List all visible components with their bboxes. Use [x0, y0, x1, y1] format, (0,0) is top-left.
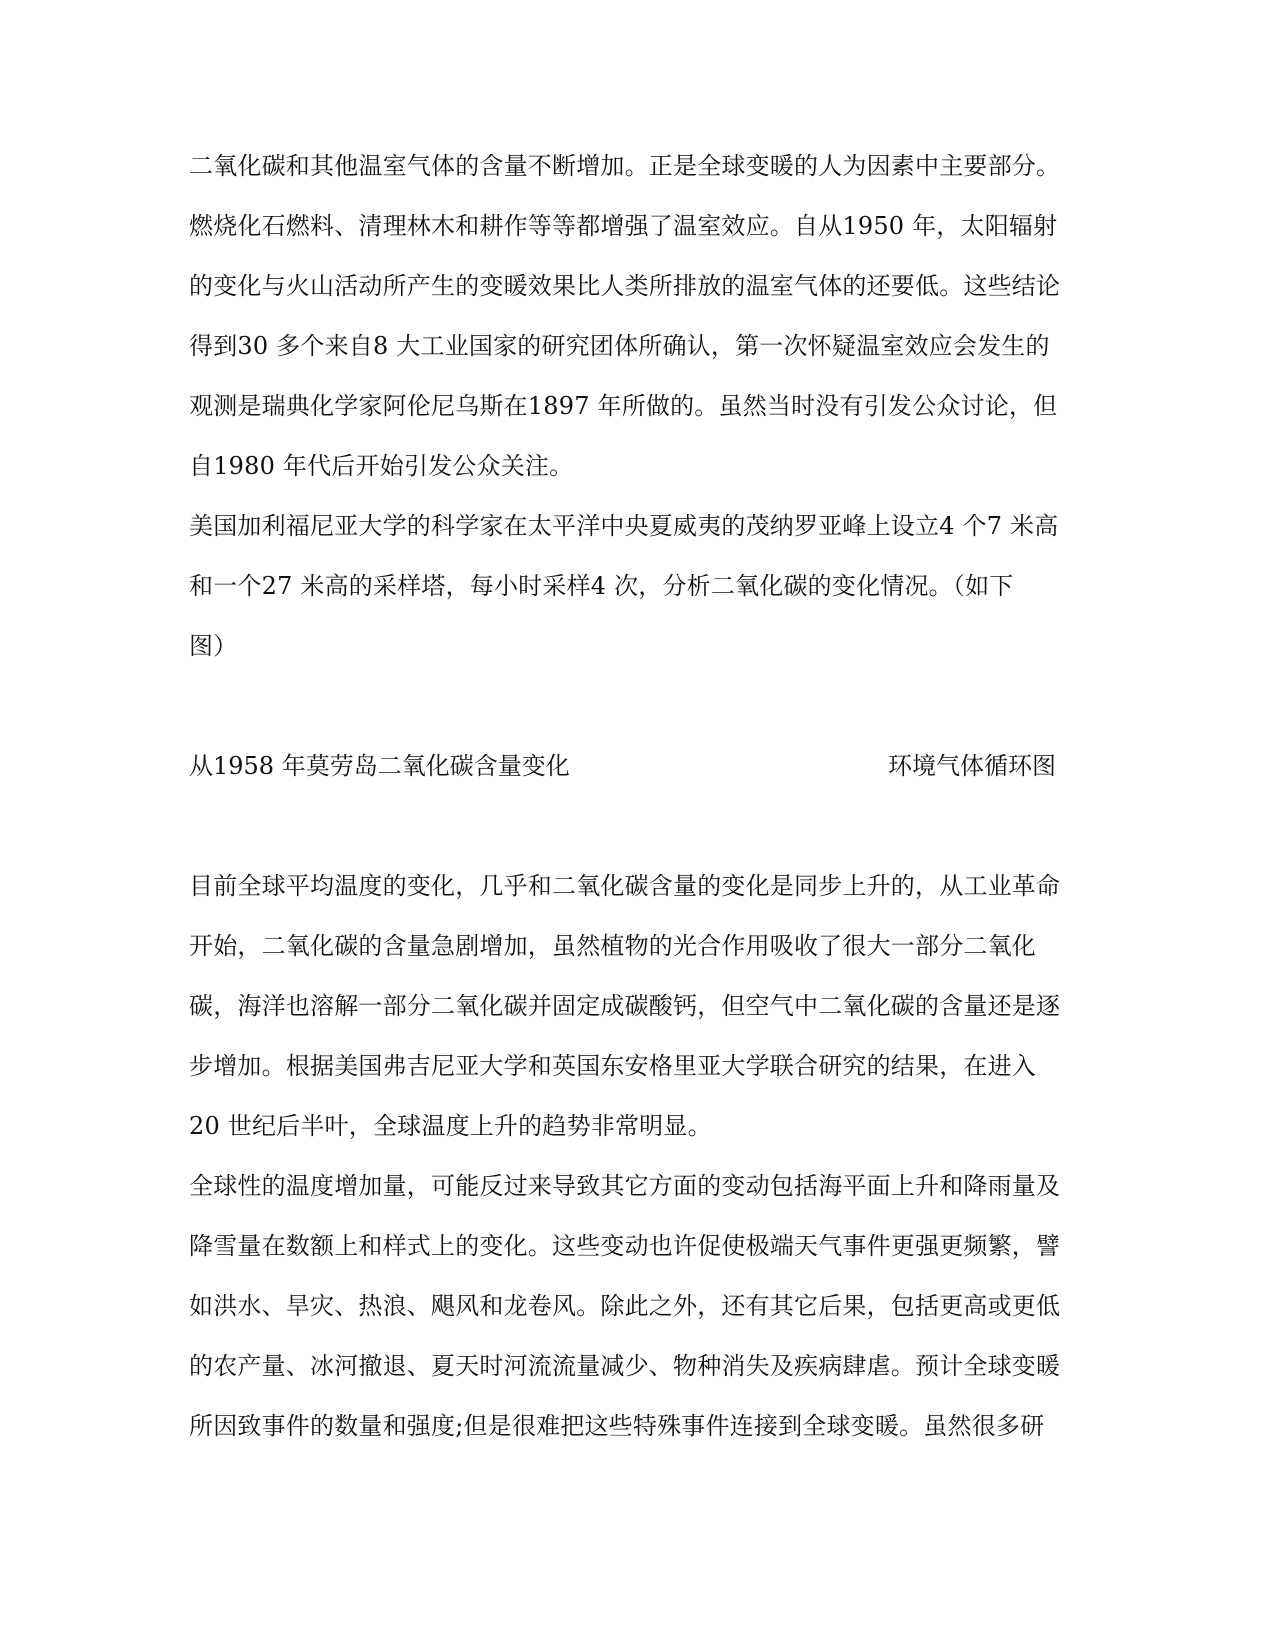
- paragraph1-line-6: 自1980 年代后开始引发公众关注。: [189, 452, 574, 480]
- paragraph1-line-4: 得到30 多个来自8 大工业国家的研究团体所确认，第一次怀疑温室效应会发生的: [189, 332, 1050, 360]
- paragraph1-line-2: 燃烧化石燃料、清理林木和耕作等等都增强了温室效应。自从1950 年，太阳辐射: [189, 212, 1058, 240]
- paragraph3-line-4: 步增加。根据美国弗吉尼亚大学和英国东安格里亚大学联合研究的结果，在进入: [189, 1052, 1036, 1080]
- figure-caption-gas-cycle: 环境气体循环图: [888, 752, 1056, 780]
- paragraph2-line-3: 图）: [189, 632, 238, 660]
- paragraph3-line-1: 目前全球平均温度的变化，几乎和二氧化碳含量的变化是同步上升的，从工业革命: [189, 872, 1061, 900]
- paragraph1-line-5: 观测是瑞典化学家阿伦尼乌斯在1897 年所做的。虽然当时没有引发公众讨论，但: [189, 392, 1058, 420]
- paragraph2-line-2: 和一个27 米高的采样塔，每小时采样4 次，分析二氧化碳的变化情况。（如下: [189, 572, 1014, 600]
- paragraph3-line-3: 碳，海洋也溶解一部分二氧化碳并固定成碳酸钙，但空气中二氧化碳的含量还是逐: [189, 992, 1061, 1020]
- paragraph4-line-5: 所因致事件的数量和强度;但是很难把这些特殊事件连接到全球变暖。虽然很多研: [189, 1412, 1045, 1440]
- paragraph4-line-2: 降雪量在数额上和样式上的变化。这些变动也许促使极端天气事件更强更频繁，譬: [189, 1232, 1061, 1260]
- paragraph4-line-1: 全球性的温度增加量，可能反过来导致其它方面的变动包括海平面上升和降雨量及: [189, 1172, 1061, 1200]
- paragraph1-line-3: 的变化与火山活动所产生的变暖效果比人类所排放的温室气体的还要低。这些结论: [189, 272, 1061, 300]
- paragraph1-line-1: 二氧化碳和其他温室气体的含量不断增加。正是全球变暖的人为因素中主要部分。: [189, 152, 1061, 180]
- paragraph4-line-3: 如洪水、旱灾、热浪、飓风和龙卷风。除此之外，还有其它后果，包括更高或更低: [189, 1292, 1061, 1320]
- paragraph3-line-5: 20 世纪后半叶，全球温度上升的趋势非常明显。: [189, 1112, 712, 1140]
- figure-caption-co2: 从1958 年莫劳岛二氧化碳含量变化: [189, 752, 570, 780]
- paragraph2-line-1: 美国加利福尼亚大学的科学家在太平洋中央夏威夷的茂纳罗亚峰上设立4 个7 米高: [189, 512, 1059, 540]
- paragraph3-line-2: 开始，二氧化碳的含量急剧增加，虽然植物的光合作用吸收了很大一部分二氧化: [189, 932, 1036, 960]
- paragraph4-line-4: 的农产量、冰河撤退、夏天时河流流量减少、物种消失及疾病肆虐。预计全球变暖: [189, 1352, 1061, 1380]
